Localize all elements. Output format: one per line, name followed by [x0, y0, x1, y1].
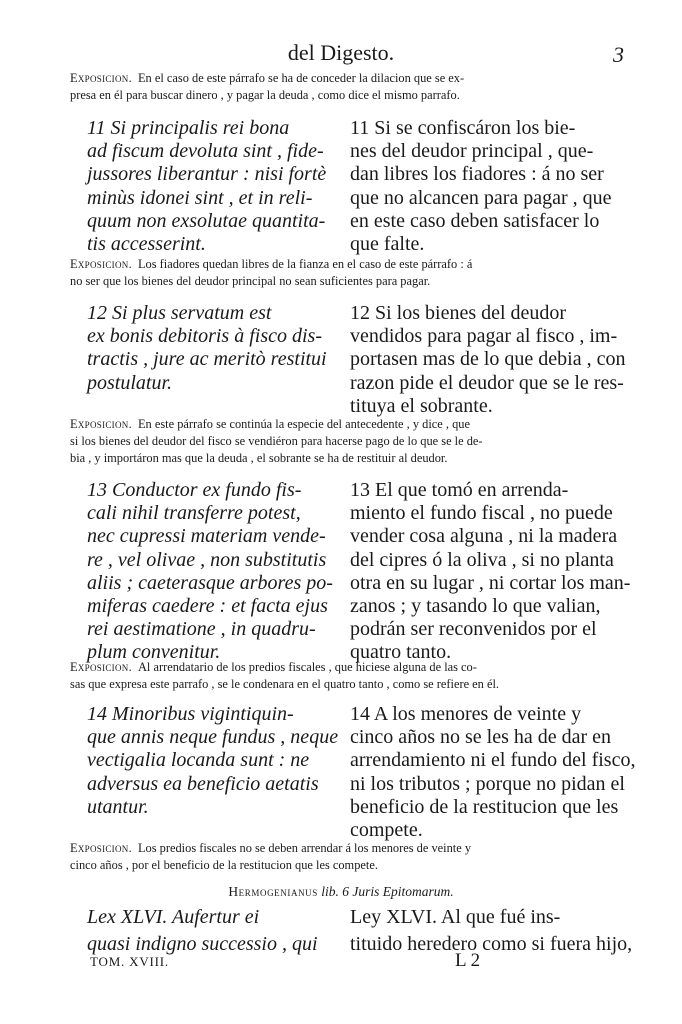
spanish-line: 11 Si se confiscáron los bie-	[350, 117, 576, 139]
spanish-line: en este caso deben satisfacer lo	[350, 209, 600, 232]
source-author: Hermogenianus	[228, 884, 318, 899]
latin-line: vectigalia locanda sunt : ne	[87, 749, 310, 772]
latin-line: Lex XLVI. Aufertur ei	[87, 906, 260, 928]
latin-line: adversus ea beneficio aetatis	[87, 772, 319, 795]
spanish-line: ni los tributos ; porque no pidan el	[350, 772, 625, 795]
latin-line: postulatur.	[87, 371, 173, 394]
exposicion-label: Exposicion.	[70, 660, 132, 674]
latin-line: tractis , jure ac meritò restitui	[87, 348, 327, 371]
spanish-line: arrendamiento ni el fundo del fisco,	[350, 749, 636, 772]
latin-paragraph-13	[87, 479, 337, 665]
spanish-paragraph-13	[350, 479, 631, 665]
exposicion-label: Exposicion.	[70, 417, 132, 431]
spanish-line: tituya el sobrante.	[350, 394, 493, 417]
exposicion-line: si los bienes del deudor del fisco se vendiéron para hacerse pago de lo que se le de-	[70, 434, 483, 448]
latin-line: cali nihil transferre potest,	[87, 502, 301, 525]
spanish-line: beneficio de la restitucion que les	[350, 795, 619, 818]
spanish-line: dan libres los fiadores : á no ser	[350, 163, 604, 186]
exposicion-block-intro	[70, 70, 618, 104]
latin-line: 14 Minoribus vigintiquin-	[87, 703, 294, 725]
latin-line: plum convenitur.	[87, 641, 221, 664]
latin-paragraph-12	[87, 302, 337, 395]
latin-line: rei aestimatione , in quadru-	[87, 618, 316, 641]
latin-line: aliis ; caeterasque arbores po-	[87, 571, 333, 594]
spanish-line: compete.	[350, 819, 423, 842]
spanish-line: 14 A los menores de veinte y	[350, 703, 582, 725]
latin-line: miferas caedere : et facta ejus	[87, 595, 328, 618]
running-header	[0, 40, 682, 70]
spanish-line: que no alcancen para pagar , que	[350, 186, 612, 209]
source-work: lib. 6 Juris Epitomarum.	[321, 884, 454, 899]
exposicion-line: Exposicion. Los fiadores quedan libres de la fianza en el caso de este párrafo : á	[70, 257, 473, 271]
latin-line: 11 Si principalis rei bona	[87, 117, 290, 139]
latin-line: nec cupressi materiam vende-	[87, 525, 326, 548]
spanish-line: 12 Si los bienes del deudor	[350, 302, 567, 324]
latin-line: tis accesserint.	[87, 233, 206, 256]
exposicion-line: sas que expresa este parrafo , se le condenara en el quatro tanto , como se refiere en él.	[70, 677, 499, 691]
latin-line: 12 Si plus servatum est	[87, 302, 272, 324]
latin-line: 13 Conductor ex fundo fis-	[87, 479, 302, 501]
page-title: del Digesto.	[287, 40, 395, 65]
latin-paragraph-11	[87, 117, 337, 256]
exposicion-block-12	[70, 416, 618, 467]
exposicion-line: Exposicion. En este párrafo se continúa la especie del antecedente , y dice , que	[70, 417, 470, 431]
exposicion-line: Exposicion. Al arrendatario de los predios fiscales , que hiciese alguna de las co-	[70, 660, 477, 674]
spanish-line: otra en su lugar , ni cortar los man-	[350, 571, 631, 594]
exposicion-block-11	[70, 256, 618, 290]
latin-line: ex bonis debitoris à fisco dis-	[87, 325, 322, 348]
source-attribution	[0, 884, 682, 900]
exposicion-block-13	[70, 659, 618, 693]
latin-line: quum non exsolutae quantita-	[87, 209, 326, 232]
exposicion-line: Exposicion. En el caso de este párrafo se ha de conceder la dilacion que se ex-	[70, 71, 465, 85]
signature-mark: L 2	[455, 950, 481, 971]
volume-mark: TOM. XVIII.	[90, 954, 169, 969]
spanish-line: quatro tanto.	[350, 641, 452, 664]
latin-line: jussores liberantur : nisi fortè	[87, 163, 327, 186]
latin-line: minùs idonei sint , et in reli-	[87, 186, 313, 209]
spanish-paragraph-14	[350, 703, 636, 842]
latin-lex-46	[87, 904, 337, 958]
spanish-line: cinco años no se les ha de dar en	[350, 726, 612, 749]
exposicion-label: Exposicion.	[70, 841, 132, 855]
spanish-line: vendidos para pagar al fisco , im-	[350, 325, 618, 348]
exposicion-line: no ser que los bienes del deudor principal no sean suficientes para pagar.	[70, 274, 431, 288]
exposicion-line: presa en él para buscar dinero , y pagar la deuda , como dice el mismo parrafo.	[70, 88, 460, 102]
spanish-line: nes del deudor principal , que-	[350, 140, 594, 163]
exposicion-label: Exposicion.	[70, 257, 132, 271]
exposicion-line: Exposicion. Los predios fiscales no se deben arrendar á los menores de veinte y	[70, 841, 472, 855]
spanish-paragraph-12	[350, 302, 626, 418]
spanish-line: del cipres ó la oliva , si no planta	[350, 548, 614, 571]
exposicion-block-14	[70, 840, 618, 874]
spanish-line: Ley XLVI. Al que fué ins-	[350, 906, 561, 928]
spanish-line: 13 El que tomó en arrenda-	[350, 479, 569, 501]
latin-paragraph-14	[87, 703, 337, 819]
page-number: 3	[613, 42, 624, 67]
spanish-line: miento el fundo fiscal , no puede	[350, 502, 613, 525]
spanish-line: tituido heredero como si fuera hijo,	[350, 933, 633, 955]
page-footer	[0, 950, 682, 978]
exposicion-line: bia , y importáron mas que la deuda , el sobrante se ha de restituir al deudor.	[70, 451, 448, 465]
spanish-line: razon pide el deudor que se le res-	[350, 371, 624, 394]
spanish-line: podrán ser reconvenidos por el	[350, 618, 597, 641]
spanish-line: portasen mas de lo que debia , con	[350, 348, 626, 371]
spanish-line: zanos ; y tasando lo que valian,	[350, 595, 601, 618]
exposicion-line: cinco años , por el beneficio de la restitucion que les compete.	[70, 858, 378, 872]
latin-line: ad fiscum devoluta sint , fide-	[87, 140, 324, 163]
spanish-paragraph-11	[350, 117, 614, 256]
latin-line: quasi indigno successio , qui	[87, 933, 318, 955]
exposicion-label: Exposicion.	[70, 71, 132, 85]
spanish-ley-46	[350, 904, 633, 958]
latin-line: utantur.	[87, 795, 149, 818]
latin-line: que annis neque fundus , neque	[87, 726, 339, 749]
spanish-line: vender cosa alguna , ni la madera	[350, 525, 618, 548]
spanish-line: que falte.	[350, 233, 425, 256]
latin-line: re , vel olivae , non substitutis	[87, 548, 327, 571]
